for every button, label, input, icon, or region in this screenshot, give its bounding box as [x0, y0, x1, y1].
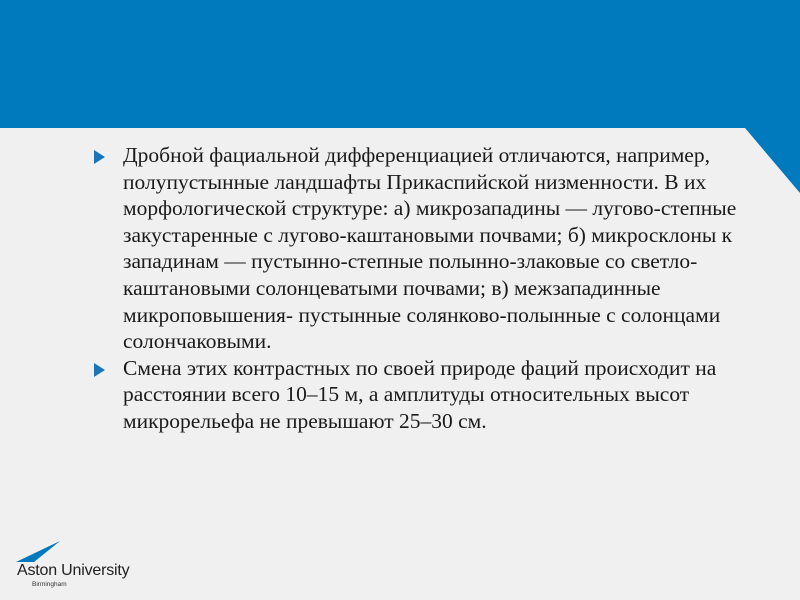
logo-triangle-icon: [14, 540, 62, 564]
bullet-text: Дробной фациальной дифференциацией отличаются, например, полупустынные ландшафты Прикаспийской низменности. В их морфологической структуре: а) микрозападины — лугово-степные закустаренные с лугово-каштановыми почвами; б) микросклоны к западинам — пустынно-степные полынно-злаковые со светло-каштановыми солонцеватыми почвами; в) межзападинные микроповышения- пустынные солянково-полынные с солонцами солончаковыми.: [123, 143, 737, 354]
triangle-bullet-icon: [92, 362, 106, 378]
bullet-item: [92, 142, 752, 355]
triangle-bullet-icon: [92, 149, 106, 165]
aston-university-logo: [14, 540, 164, 590]
bullet-item: [92, 355, 752, 435]
logo-subtitle: Birmingham: [32, 581, 67, 588]
slide-content: [92, 142, 752, 435]
bullet-text: Смена этих контрастных по своей природе фаций происходит на расстоянии всего 10–15 м, а амплитуды относительных высот микрорельефа не превышают 25–30 см.: [123, 355, 717, 433]
logo-name: Aston University: [17, 562, 130, 579]
